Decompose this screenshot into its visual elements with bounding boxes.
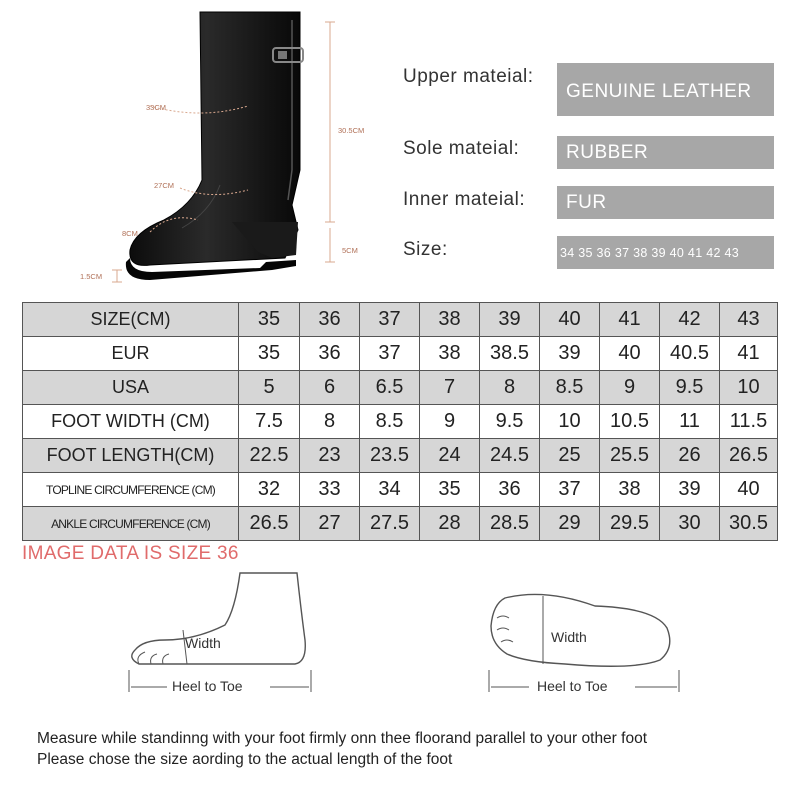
table-cell: 38 xyxy=(600,473,660,507)
table-cell: 39 xyxy=(660,473,720,507)
table-cell: 9.5 xyxy=(660,371,720,405)
size-chart-table xyxy=(22,302,778,541)
table-cell: 30.5 xyxy=(720,507,778,541)
sole-material-label: Sole mateial: xyxy=(403,138,520,159)
table-cell: 8 xyxy=(480,371,540,405)
boot-illustration xyxy=(60,0,390,300)
top-width-label: Width xyxy=(551,629,587,645)
table-cell: 28 xyxy=(420,507,480,541)
dim-topline: 33CM xyxy=(146,103,167,112)
table-cell: 40 xyxy=(720,473,778,507)
table-cell: 26.5 xyxy=(239,507,300,541)
size-label: Size: xyxy=(403,239,448,260)
table-row xyxy=(23,473,778,507)
table-row xyxy=(23,371,778,405)
table-cell: 6 xyxy=(300,371,360,405)
table-cell: 27.5 xyxy=(360,507,420,541)
instruction-line-2: Please chose the size aording to the actual length of the foot xyxy=(37,751,453,768)
table-cell: 30 xyxy=(660,507,720,541)
table-cell: 7.5 xyxy=(239,405,300,439)
size-range-value: 34 35 36 37 38 39 40 41 42 43 xyxy=(557,236,774,269)
inner-material-value: FUR xyxy=(557,186,774,219)
table-cell: 23 xyxy=(300,439,360,473)
table-cell: 25.5 xyxy=(600,439,660,473)
table-cell: 42 xyxy=(660,303,720,337)
side-foot-diagram xyxy=(125,570,315,700)
table-cell: 23.5 xyxy=(360,439,420,473)
table-cell: 8 xyxy=(300,405,360,439)
table-cell: 26 xyxy=(660,439,720,473)
table-cell: 40 xyxy=(600,337,660,371)
table-cell: 39 xyxy=(540,337,600,371)
table-cell: 35 xyxy=(420,473,480,507)
table-cell: 8.5 xyxy=(540,371,600,405)
table-cell: 40.5 xyxy=(660,337,720,371)
dim-ankle: 27CM xyxy=(154,181,175,190)
side-width-label: Width xyxy=(185,635,221,651)
table-cell: 6.5 xyxy=(360,371,420,405)
dim-instep: 8CM xyxy=(122,229,138,238)
row-header: USA xyxy=(23,371,239,405)
row-header: ANKLE CIRCUMFERENCE (CM) xyxy=(23,507,239,541)
table-row xyxy=(23,337,778,371)
row-header: EUR xyxy=(23,337,239,371)
dim-shaft-height: 30.5CM xyxy=(338,126,365,135)
table-cell: 35 xyxy=(239,303,300,337)
table-cell: 38.5 xyxy=(480,337,540,371)
row-header: SIZE(CM) xyxy=(23,303,239,337)
table-cell: 28.5 xyxy=(480,507,540,541)
table-cell: 43 xyxy=(720,303,778,337)
table-cell: 36 xyxy=(480,473,540,507)
table-row xyxy=(23,507,778,541)
upper-material-value: GENUINE LEATHER xyxy=(557,63,774,116)
table-cell: 7 xyxy=(420,371,480,405)
table-cell: 10 xyxy=(540,405,600,439)
table-cell: 11 xyxy=(660,405,720,439)
table-cell: 9 xyxy=(600,371,660,405)
table-cell: 39 xyxy=(480,303,540,337)
table-cell: 8.5 xyxy=(360,405,420,439)
table-cell: 32 xyxy=(239,473,300,507)
table-cell: 22.5 xyxy=(239,439,300,473)
table-cell: 37 xyxy=(360,337,420,371)
inner-material-label: Inner mateial: xyxy=(403,189,526,210)
table-cell: 35 xyxy=(239,337,300,371)
dim-platform: 1.5CM xyxy=(80,272,103,281)
table-cell: 33 xyxy=(300,473,360,507)
row-header: FOOT LENGTH(CM) xyxy=(23,439,239,473)
table-cell: 24.5 xyxy=(480,439,540,473)
boot-product-image xyxy=(60,0,390,300)
top-foot-diagram xyxy=(485,588,685,700)
table-row xyxy=(23,303,778,337)
table-cell: 27 xyxy=(300,507,360,541)
table-cell: 11.5 xyxy=(720,405,778,439)
table-cell: 37 xyxy=(360,303,420,337)
table-cell: 29 xyxy=(540,507,600,541)
side-heel-to-toe-label: Heel to Toe xyxy=(172,678,243,694)
sole-material-value: RUBBER xyxy=(557,136,774,169)
table-cell: 41 xyxy=(600,303,660,337)
table-cell: 26.5 xyxy=(720,439,778,473)
instruction-line-1: Measure while standinng with your foot firmly onn thee floorand parallel to your other foot xyxy=(37,730,648,747)
table-cell: 9 xyxy=(420,405,480,439)
table-cell: 40 xyxy=(540,303,600,337)
table-cell: 5 xyxy=(239,371,300,405)
table-cell: 25 xyxy=(540,439,600,473)
table-cell: 10.5 xyxy=(600,405,660,439)
image-data-note: IMAGE DATA IS SIZE 36 xyxy=(22,543,239,564)
table-cell: 38 xyxy=(420,303,480,337)
table-cell: 36 xyxy=(300,303,360,337)
table-cell: 9.5 xyxy=(480,405,540,439)
upper-material-label: Upper mateial: xyxy=(403,66,534,87)
table-cell: 34 xyxy=(360,473,420,507)
top-heel-to-toe-label: Heel to Toe xyxy=(537,678,608,694)
row-header: FOOT WIDTH (CM) xyxy=(23,405,239,439)
table-cell: 10 xyxy=(720,371,778,405)
table-cell: 29.5 xyxy=(600,507,660,541)
table-cell: 38 xyxy=(420,337,480,371)
table-row xyxy=(23,439,778,473)
table-cell: 41 xyxy=(720,337,778,371)
row-header: TOPLINE CIRCUMFERENCE (CM) xyxy=(23,473,239,507)
table-cell: 37 xyxy=(540,473,600,507)
table-cell: 36 xyxy=(300,337,360,371)
table-cell: 24 xyxy=(420,439,480,473)
table-row xyxy=(23,405,778,439)
dim-heel-height: 5CM xyxy=(342,246,358,255)
